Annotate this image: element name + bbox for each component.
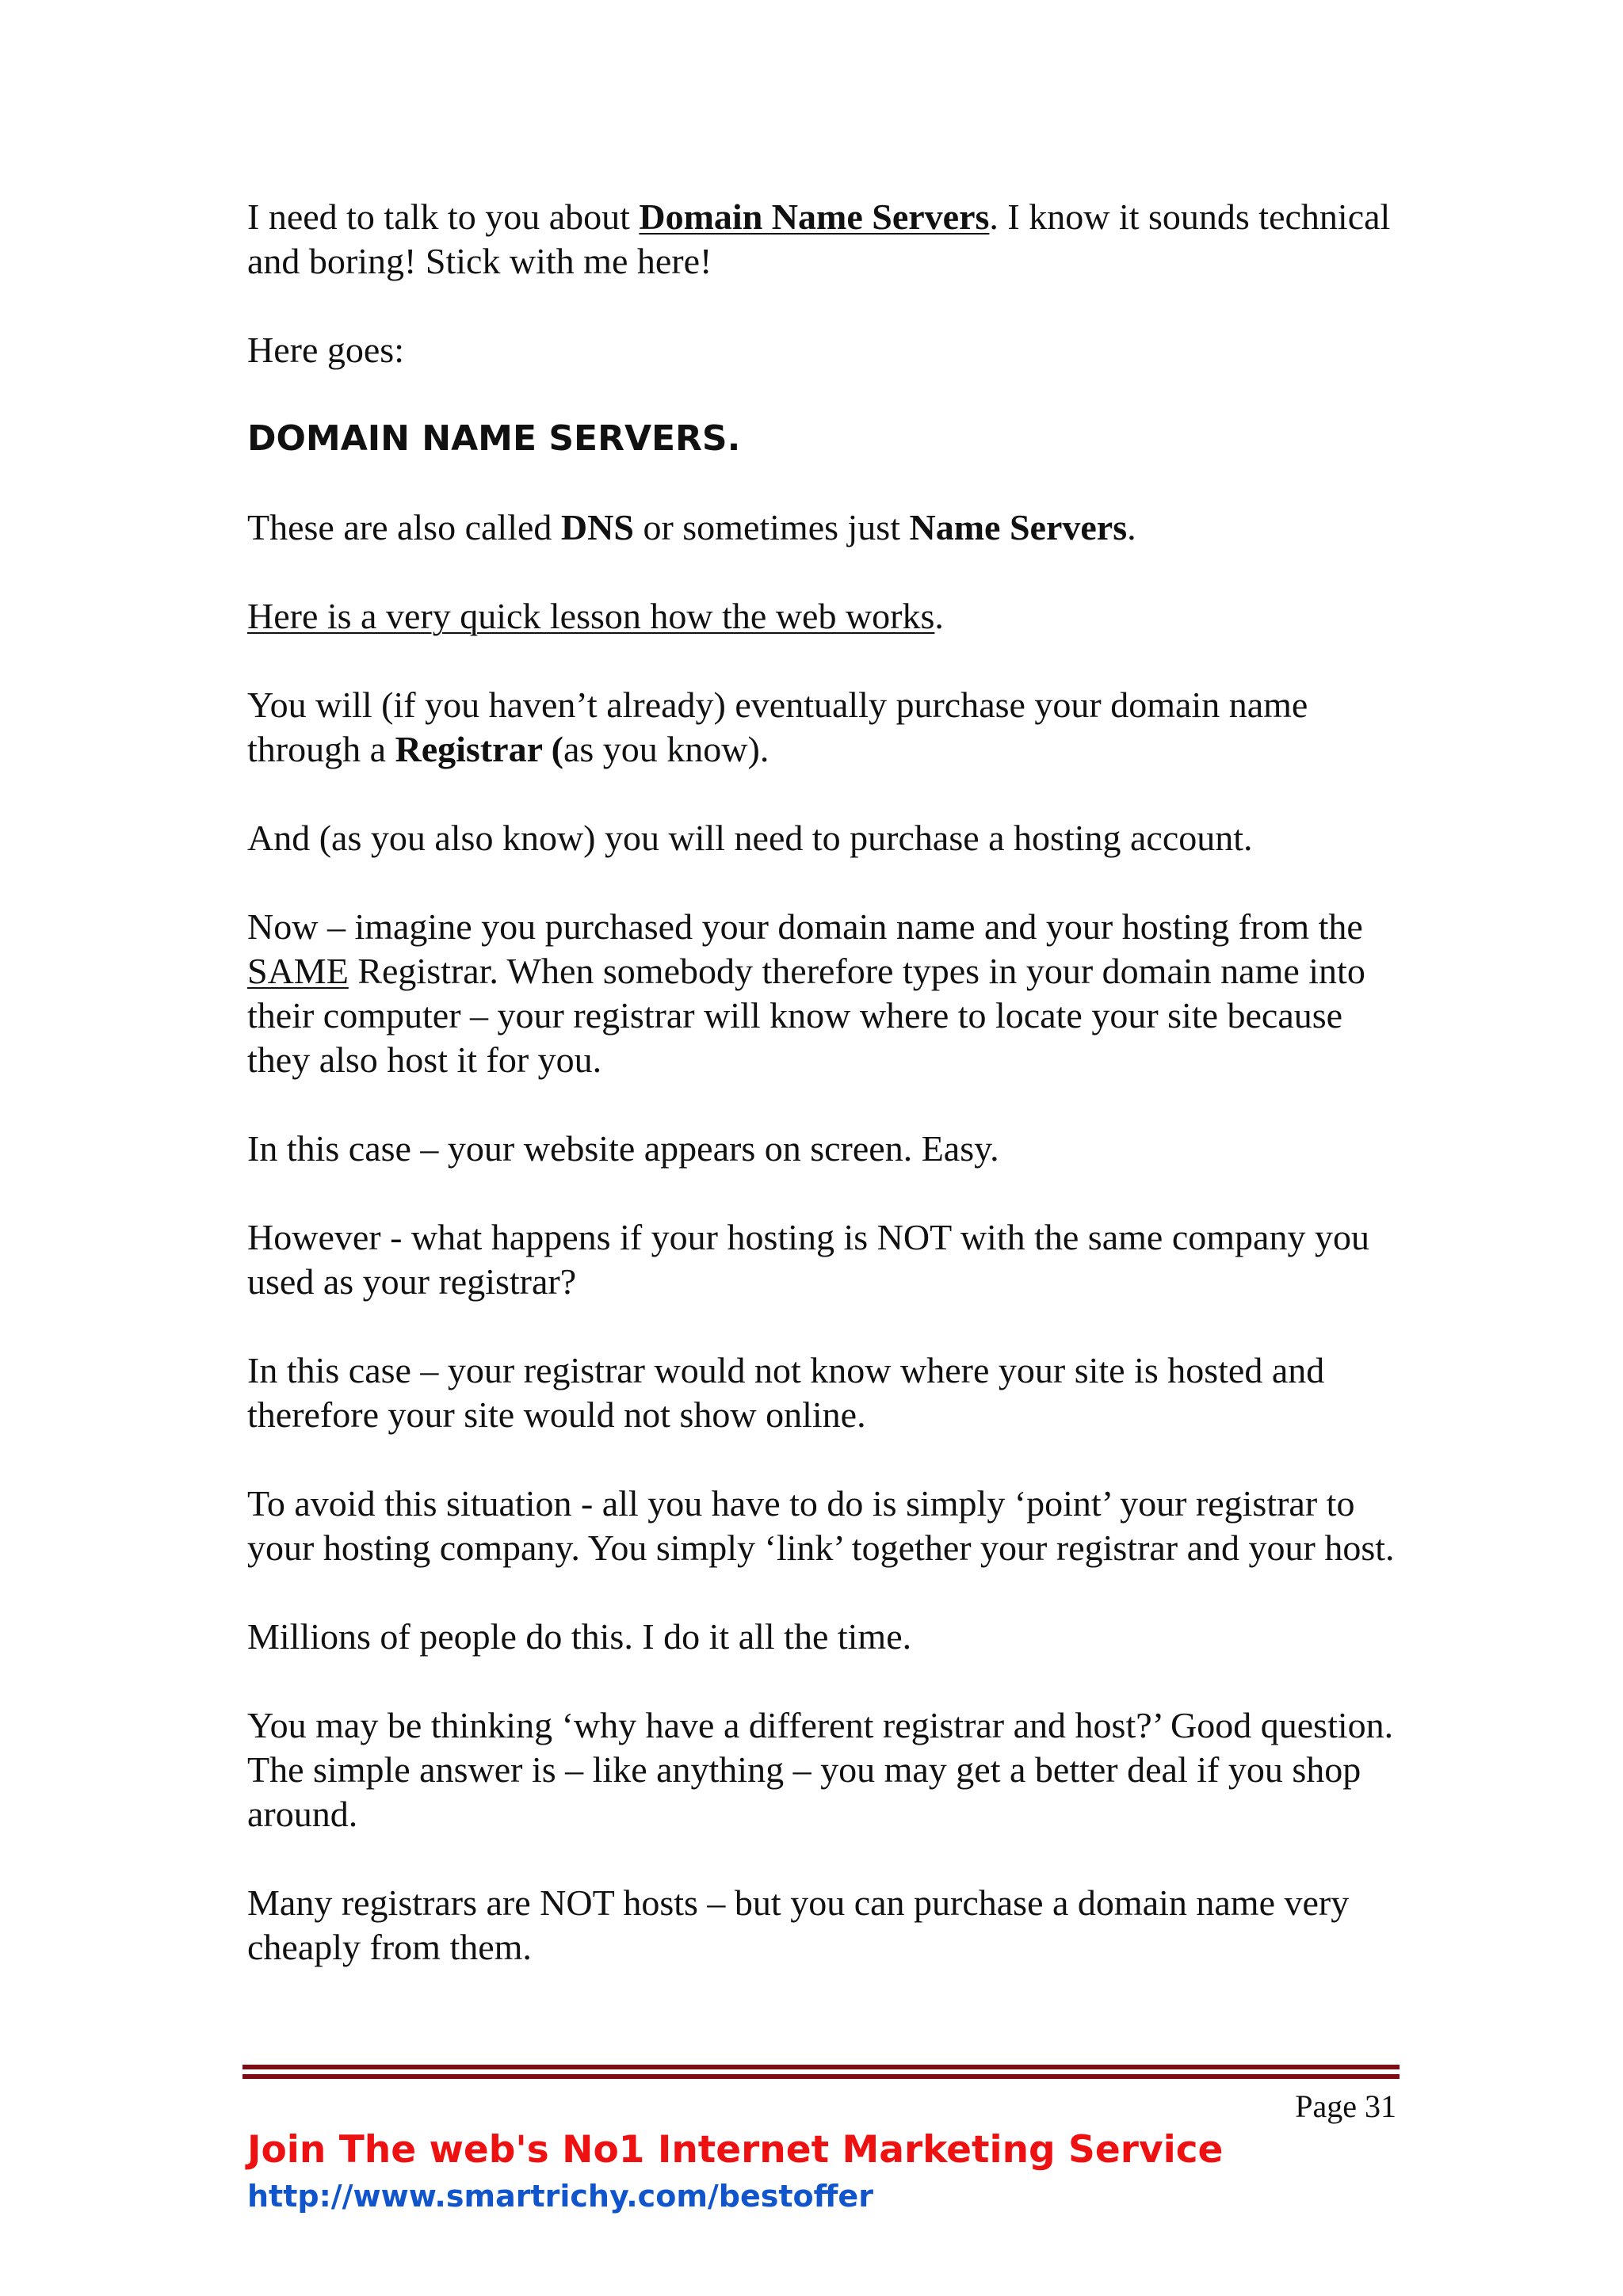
- paragraph-millions: Millions of people do this. I do it all the time.: [247, 1616, 912, 1657]
- paragraph-not-know: In this case – your registrar would not know where your site is hosted and therefore your site would not show online.: [247, 1350, 1325, 1435]
- paragraph-however: However - what happens if your hosting is NOT with the same company you used as your registrar?: [247, 1217, 1369, 1302]
- dns-aka-middle: or sometimes just: [633, 507, 910, 547]
- paragraph-easy: In this case – your website appears on screen. Easy.: [247, 1128, 999, 1169]
- name-servers-term: Name Servers: [909, 507, 1128, 547]
- section-heading-punct: .: [727, 418, 741, 459]
- registrar-end: as you know).: [563, 729, 769, 769]
- footer-rule: [242, 2065, 1400, 2079]
- promo-link[interactable]: http://www.smartrichy.com/bestoffer: [247, 2179, 873, 2214]
- registrar-start: You will (if you haven’t already) eventually purchase your domain name through a: [247, 685, 1308, 769]
- paragraph-hosting: And (as you also know) you will need to purchase a hosting account.: [247, 818, 1253, 858]
- footer-rule-top: [242, 2065, 1400, 2069]
- page-number: Page 31: [1295, 2088, 1396, 2124]
- intro-text-end: . I know it sounds technical and boring! Stick with me here!: [247, 196, 1391, 281]
- lesson-underlined: Here is a very quick lesson how the web works: [247, 596, 935, 636]
- paragraph-why: You may be thinking ‘why have a different registrar and host?’ Good question. The simple answer is – like anything – you may get a better deal if you shop around.: [247, 1705, 1394, 1834]
- paragraph-lesson: [247, 594, 1396, 639]
- paragraph-avoid: To avoid this situation - all you have to do is simply ‘point’ your registrar to your hosting company. You simply ‘link’ together your registrar and your host.: [247, 1483, 1395, 1568]
- section-heading: [247, 417, 1396, 461]
- paragraph-intro: [247, 195, 1396, 284]
- same-start: Now – imagine you purchased your domain name and your hosting from the: [247, 906, 1363, 947]
- paragraph-here-goes: Here goes:: [247, 330, 404, 370]
- paragraph-dns-aka: [247, 505, 1396, 550]
- same-end: Registrar. When somebody therefore types in your domain name into their computer – your registrar will know where to locate your site because they also host it for you.: [247, 951, 1365, 1080]
- footer-rule-bottom: [242, 2074, 1400, 2079]
- dns-aka-start: These are also called: [247, 507, 561, 547]
- dns-term: DNS: [560, 507, 634, 547]
- section-heading-text: DOMAIN NAME SERVERS: [247, 418, 727, 459]
- same-underlined: SAME: [247, 951, 349, 991]
- lesson-end: .: [934, 596, 944, 636]
- dns-aka-end: .: [1127, 507, 1136, 547]
- paragraph-many: Many registrars are NOT hosts – but you can purchase a domain name very cheaply from them.: [247, 1882, 1350, 1967]
- promo-title: Join The web's No1 Internet Marketing Service: [247, 2128, 1224, 2172]
- registrar-term: Registrar (: [395, 729, 563, 769]
- page-body: [247, 195, 1396, 2014]
- paragraph-registrar: [247, 683, 1396, 772]
- intro-emphasis: Domain Name Servers: [639, 196, 990, 237]
- paragraph-same: [247, 905, 1396, 1082]
- intro-text-start: I need to talk to you about: [247, 196, 640, 237]
